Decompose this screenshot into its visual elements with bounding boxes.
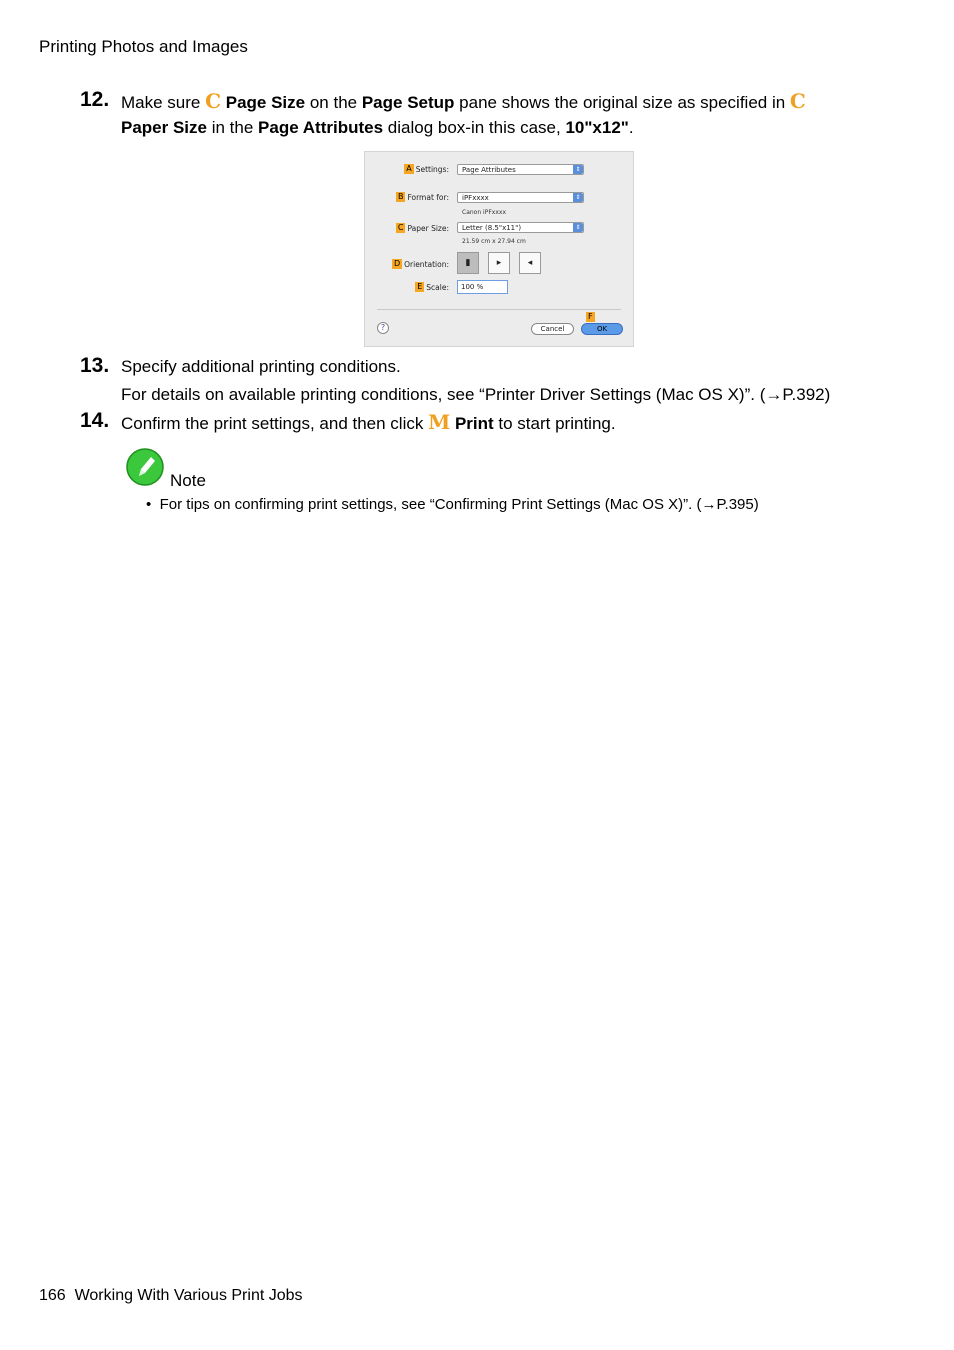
badge-e: E	[417, 282, 423, 291]
badge-c: C	[397, 223, 404, 232]
text: to start printing.	[493, 414, 616, 433]
reverse-landscape-icon: ◂	[527, 258, 533, 268]
scale-label	[415, 282, 449, 292]
key-marker-m: M	[428, 410, 451, 434]
popup-arrows-icon: ⇕	[573, 223, 583, 232]
orientation-portrait-button[interactable]	[457, 252, 479, 274]
format-for-label	[396, 192, 449, 202]
ok-button[interactable]: OK	[581, 323, 623, 335]
key-marker-c: C	[789, 89, 806, 113]
text: on the	[305, 93, 362, 112]
note-item-text: For tips on confirming print settings, see “Confirming Print Settings (Mac OS X)”. (→P.395)	[159, 496, 759, 513]
bold-page-size: Page Size	[221, 93, 306, 112]
page-footer	[39, 1287, 303, 1305]
scale-input[interactable]: 100 %	[457, 280, 508, 294]
landscape-icon: ▸	[496, 258, 502, 268]
format-for-value: iPFxxxx	[462, 194, 489, 202]
text: .	[628, 118, 634, 137]
settings-label-text: Settings:	[415, 164, 449, 174]
settings-value: Page Attributes	[462, 166, 516, 174]
popup-arrows-icon: ⇕	[573, 165, 583, 174]
portrait-icon: ▮	[465, 258, 471, 268]
orientation-reverse-landscape-button[interactable]	[519, 252, 541, 274]
footer-section: Working With Various Print Jobs	[74, 1287, 303, 1304]
page-number: 166	[39, 1287, 66, 1304]
bold-page-setup: Page Setup	[361, 93, 455, 112]
step-14-line-1	[121, 410, 616, 434]
dialog-separator	[377, 309, 621, 310]
step-number-13: 13.	[80, 354, 110, 377]
step-12-line-1	[121, 89, 806, 113]
step-13-line-1: Specify additional printing conditions.	[121, 357, 401, 376]
scale-label-text: Scale:	[426, 282, 449, 292]
orientation-landscape-button[interactable]	[488, 252, 510, 274]
text: dialog box-in this case,	[383, 118, 566, 137]
badge-b: B	[397, 192, 404, 201]
popup-arrows-icon: ⇕	[573, 193, 583, 202]
text: pane shows the original size as specified in	[454, 93, 790, 112]
bold-page-attributes: Page Attributes	[258, 118, 384, 137]
badge-a: A	[406, 164, 412, 173]
settings-label	[404, 164, 449, 174]
format-for-label-text: Format for:	[407, 192, 449, 202]
note-pencil-icon	[125, 447, 165, 487]
help-button[interactable]: ?	[377, 322, 389, 334]
step-number-14: 14.	[80, 409, 110, 432]
paper-size-label	[396, 223, 449, 233]
note-item	[146, 496, 759, 513]
orientation-label-text: Orientation:	[404, 259, 449, 269]
bold-paper-size: Paper Size	[121, 118, 207, 137]
text: in the	[207, 118, 259, 137]
page-setup-dialog-screenshot	[364, 151, 634, 347]
step-12-line-2	[121, 118, 634, 138]
badge-d: D	[393, 259, 401, 268]
paper-size-label-text: Paper Size:	[407, 223, 449, 233]
bullet: •	[146, 496, 152, 513]
paper-size-subtext: 21.59 cm x 27.94 cm	[462, 238, 526, 245]
badge-f: F	[588, 312, 593, 321]
key-marker-c: C	[205, 89, 222, 113]
text: Confirm the print settings, and then click	[121, 414, 429, 433]
bold-print: Print	[450, 414, 494, 433]
note-label: Note	[170, 471, 206, 490]
format-for-subtext: Canon iPFxxxx	[462, 209, 506, 216]
bold-size-value: 10"x12"	[565, 118, 629, 137]
text: Make sure	[121, 93, 206, 112]
format-for-popup[interactable]	[457, 192, 584, 203]
cancel-button[interactable]: Cancel	[531, 323, 574, 335]
step-number-12: 12.	[80, 88, 110, 111]
paper-size-value: Letter (8.5"x11")	[462, 224, 522, 232]
paper-size-popup[interactable]	[457, 222, 584, 233]
orientation-label	[392, 259, 449, 269]
settings-popup[interactable]	[457, 164, 584, 175]
page-header: Printing Photos and Images	[39, 37, 248, 56]
step-13-line-2: For details on available printing conditions, see “Printer Driver Settings (Mac OS X)”. (→P.392)	[121, 385, 831, 404]
